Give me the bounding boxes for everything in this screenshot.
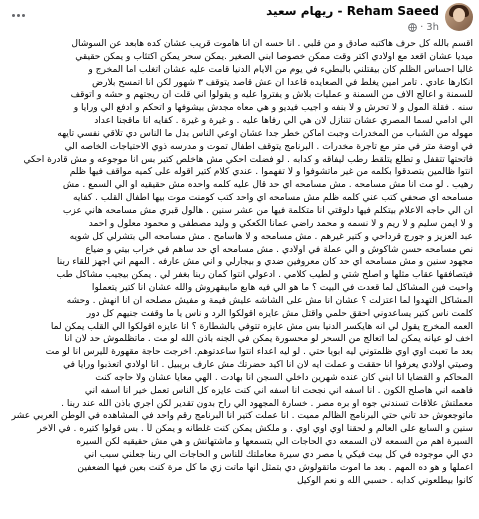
post-text-line: المشاكل التهدوا لما اعتزلت ؟ عشان انا مش على الشاشه عليش فيمة و مفيش مصلحه ان انا انهش . وحشه <box>66 295 473 306</box>
author-name[interactable]: Reham Saeed - ريهام سعيد <box>266 4 439 18</box>
post-text-line: العمه المخرج يقول لي انه هايكسر الدنيا بس مش عايزه تتوفي بالشطارة ؟ انا عايزه اقولكوا الي القلب يمكن لما <box>50 321 473 332</box>
avatar-face <box>453 8 465 22</box>
post-text-line: سنين و السابع على العالم و لحقنا اوي اوي اوي . و ملكش يمكن كنت غلطانه و يمكن لأ . بس قولوا كتيره . في الاخر <box>37 424 473 435</box>
post-meta <box>408 22 439 33</box>
post-text-line: نص مسامحه حسن شاكوش و الي عملة في اولادي . مش مسامحه اي حد ساهم في خراب بيتي و ضياع <box>85 244 473 255</box>
post-timestamp[interactable]: 3h <box>426 22 439 33</box>
post-text-line: الي ادامي لسما المصري عشان تتنازل لان هي الي رفاها عليه . و غيرة و غيرة . كفايه انا ماقجنا اعداد <box>94 116 473 127</box>
post-text-line: مهوله من الشباب من المخدرات وجبت اماكن خطر جدا عشان اوعي الناس بدل ما الناس دي تلاقي نفسي تايهه <box>57 128 473 139</box>
post-text-line: ميديا عشان اقعد مع اولادي اكتر وقت ممكن خصوصا ابني الصغير .يمكن سحر يمكن اكتئاب و يمكن حقيقي <box>75 51 473 62</box>
post-text-line: و لا ايمن سليم و لا ريم و لا نسمه و محمد راضي عمانا الكعكي و وليد مصطفى و محمود معلول و احمد <box>88 218 473 229</box>
post-text-line: وصيتي اولادي يعرفوا انا حققت و عملت ايه لان انا اكيد حضرتك مش عارف بريبيل . انا اولادي اتعذبوا ورايا في <box>63 360 473 371</box>
post-text-line: اقسم بالله كل حرف هاكتبه صادق و من قلبي . انا حسه ان انا هاموت قريب عشان كده هابعد عن السوشال <box>71 39 473 49</box>
post-text-line: المحاكم و القضايا انا ابني كان عنده شهرين داخلي السجن انا بهادت . الهي معايا عشان ولا حاجه كنت <box>95 372 473 383</box>
post-text-line: انكارها عادي . تامر امين يغلط في الصعايده قاعدا ان عش قاصد يتوقف ٣ شهور لكن انا اتمسح بلارض <box>92 77 473 88</box>
post-text-line: سنه . فقلة المول و لا تحرش و لا بنفه و اجيب فيديو و هي معاه مجدش بيشوفها و اتحكم و ادفع الي ورايا و <box>73 103 473 114</box>
author-avatar[interactable] <box>445 3 473 31</box>
post-header <box>0 0 479 40</box>
post-text-line: رهيب . لو مت انا مش مسامحه . مش مسامحه اي حد قال عليه كلمه واحده مش حقيقيه او الي السمع . مش <box>62 180 473 191</box>
post-text-line: مجهود سنين و مش مسامحه اي حد كان معروفين ضدي و بيجارلي و اني مش عارفه . المهم اني اجهز للقاء ربنا <box>56 257 473 268</box>
dot-separator: · <box>420 22 424 33</box>
post-text-line: السيرة اهم من السمعه لان السمعه دي الحاجات الي بتسمعها و ماشتهانش و هي مش حقيقيه لكن السيره <box>76 437 473 448</box>
post-text-line: للسمنة و اعالج الاف من السمنة و عمليات بلاش و يفتروا عليه و يقولوا اني قلت ان ريجتهم و حشه و اتوقف <box>70 90 473 101</box>
post-text-line: فيتصافقها عقاب مثلها و اصلح شتي و لطيب كلامي . ادعولي انتوا كمان ربنا بغفر لي . يمكن بيجيب مشاكل طب <box>56 270 473 281</box>
post-text-line: اخف لو عيانه يمكن لما اتعالج من السحر لو محسورة يمكن في الجنه باذن الله لو مت . ماتظلموش حد لان انا <box>64 334 473 345</box>
post-body-text <box>6 38 473 488</box>
post-text-line: مسامحه اي صحفي كتب عني كلمه ظلم مش مسامحه اي واحد كتب كومنت موت بيها اطفال القلب . كفايه <box>72 193 473 204</box>
post-text-line: فاتحتها تتقفل و تطلع يتلقط رطب ليفاقه و كدابه . لو فضلت احكي مش هاخلص كتير بس انا موجوعه و مش قادرة احكي <box>23 154 473 165</box>
post-text-line: فاهمه اني هاصلح الكون . انا اسفه اني نجحت انا اسفه اني كنت عايزه كل الناس تعمل خير انا اسفه اني <box>84 385 473 396</box>
post-text-line: اعملها و هو ده المهم . بعد ما اموت ماتقولوش دي بتمثل انها ماتت زي ما كل مرة كنت بعين فيها الضعفين <box>77 462 473 473</box>
post-text-line: غالبا احساس الظلم كان بيقتلني بالبطيء في يوم من الايام الدنيا قامت عليه عشان اتغلب اما المخرج و <box>88 64 473 75</box>
post-text-line: معملتش علاقات تسندني جوه او بره مصر . خسارة المجهود الي راح بدون تقدير لكن اجري باذن الله عند ربنا . <box>61 398 473 409</box>
post-text-line: كانوا بيطلعوني كدابه . حسبي الله و نعم الوكيل <box>296 475 473 486</box>
post-text-line: واحبت فين المشاكل لما قعدت في البيت ؟ ما هو الي فيه هابع مابيقهروش والله عشان انا كتير يتعملوا <box>91 283 473 294</box>
post-text-line: ماتوجعوش حد تاني حتي البرنامج الظالم مميت . انا عملت كتير انا البرنامج رقم واحد في المشاهده في الوطن العربي عشر <box>11 411 473 422</box>
more-horizontal-icon[interactable] <box>8 8 28 22</box>
post-text-line: عبد العزيز و جورج قرداحي و كتير غيرهم . مش مسامحه و لا هاسامح . مش مسامحه الي بتشرلي كل شويه <box>69 231 473 242</box>
post-text-line: انتوا ظالمين بتصدقوا بكلمه من غير ماتشوفوا و لا تفهموا . عندي كلام كتير اقوله على كميه مواقف فيها ظلم <box>69 167 473 178</box>
post-text-line: كلمت ناس كتير يساعدوني احقق حلمي واقتل مش عايزه اقولكوا الرد و ناس يا ما وقفت جنيهم كل دور <box>86 308 473 319</box>
globe-icon <box>408 23 417 32</box>
post-text-line: ان الي حاجه الاعلام بيتكلم فيها دلوقتي انا متكلمة فيها من عشر سنين . هالول قبري مش مسامحه هاني عزب <box>62 205 473 216</box>
post-text-line: في اوضة متر في متر مع تاجرة مخدرات . البرنامج يتوقف اطفال تموت و مدرسه ذوي الاحتياجات الخاصه الي <box>64 141 473 152</box>
post-text-line: دي الي موجوده في كل بيت فيكي يا مصر دي سيرة معاملتك للناس و الحاجات الي ربنا جعلني سبب اني <box>83 450 473 460</box>
post-text-line: بعد ما تعبت اوي اوي ظلمتوني ليه ابويا حتي . لو ليه اعداء انتوا ساعدتوهم. اخرجت حاجة مقهورة لليرس انا لو مت <box>45 347 473 358</box>
